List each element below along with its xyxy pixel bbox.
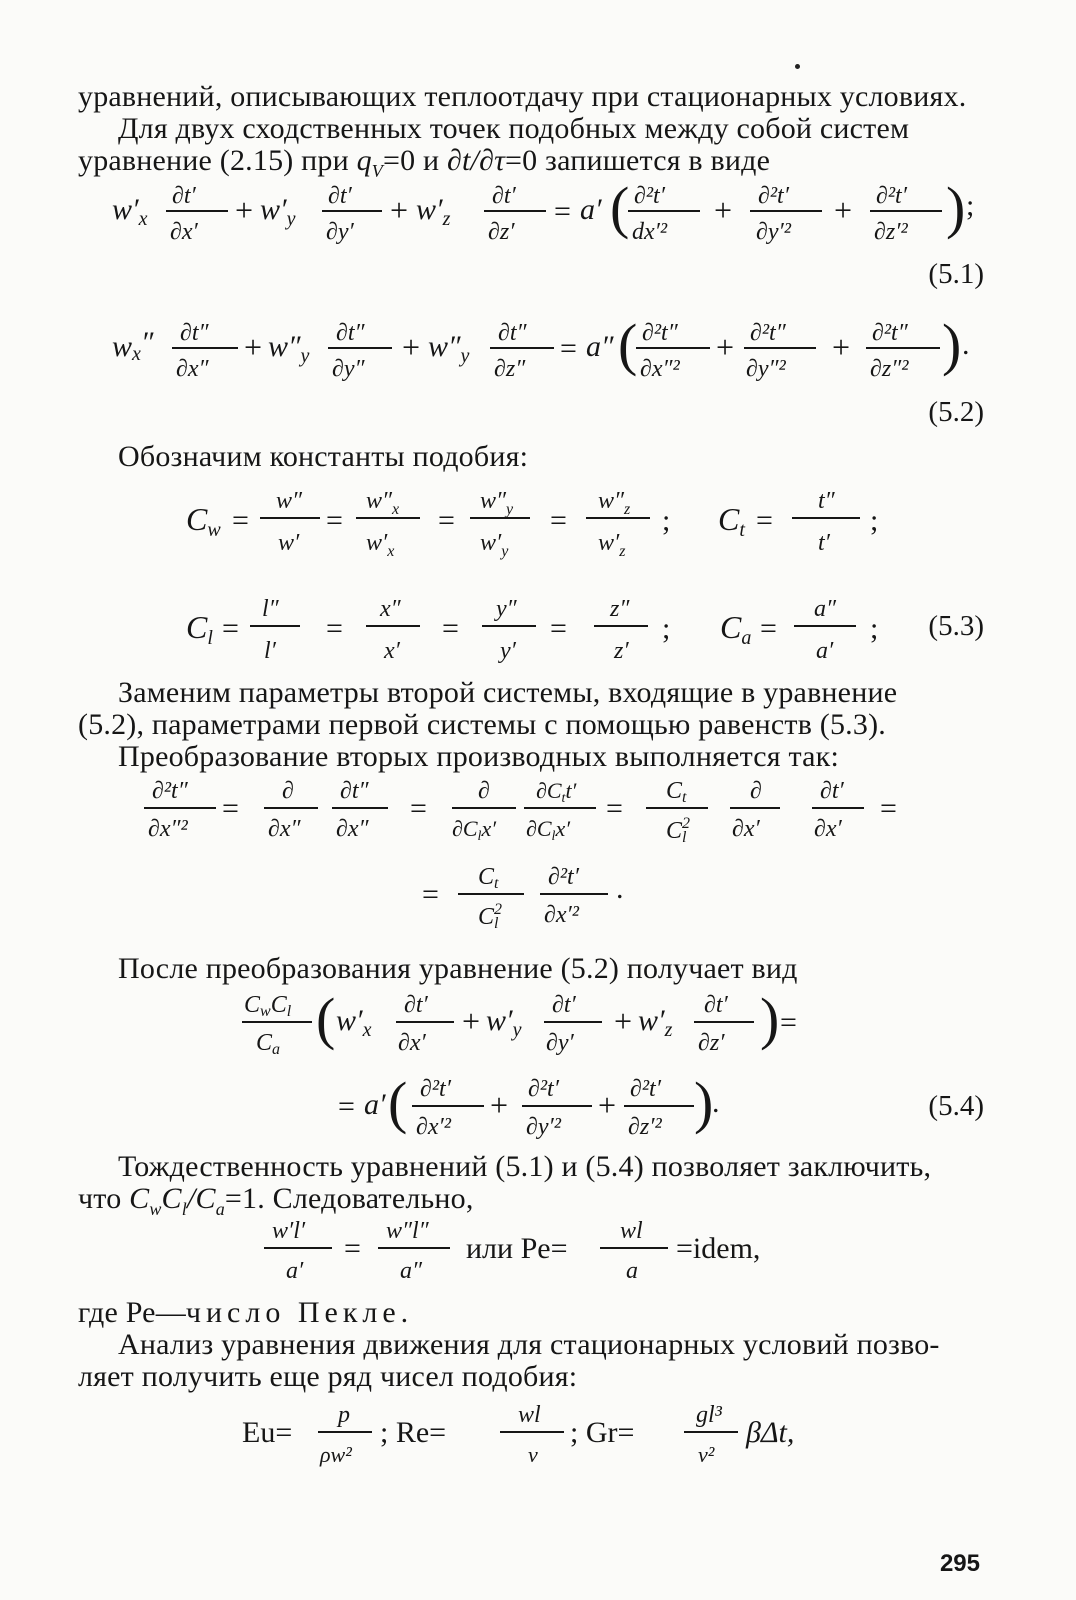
svg-text:a: a	[626, 1258, 638, 1284]
svg-text:+: +	[390, 192, 409, 228]
svg-text:+: +	[832, 329, 851, 365]
svg-text:=: =	[560, 332, 577, 365]
paragraph-line	[78, 1296, 998, 1330]
svg-text:∂t′: ∂t′	[328, 183, 352, 209]
svg-text:∂x″: ∂x″	[176, 356, 209, 382]
svg-text:C2l: $C^2$ l	[666, 815, 691, 846]
svg-text:∂z′²: ∂z′²	[628, 1114, 662, 1140]
svg-text:y′: y′	[500, 638, 516, 664]
svg-text:; Re=: ; Re=	[380, 1416, 447, 1449]
svg-text:.: .	[616, 872, 624, 905]
svg-text:=: =	[326, 612, 343, 645]
svg-text:a′: a′	[364, 1088, 386, 1121]
svg-text:y″: y″	[496, 596, 517, 622]
svg-text:ν: ν	[528, 1442, 538, 1467]
svg-text:wl: wl	[620, 1218, 643, 1244]
svg-text:∂²t′: ∂²t′	[876, 183, 907, 209]
svg-text:или Pe=: или Pe=	[466, 1232, 568, 1265]
equation-number: (5.4)	[928, 1090, 984, 1122]
svg-text:∂²t′: ∂²t′	[548, 864, 579, 890]
svg-text:∂z′: ∂z′	[698, 1030, 725, 1056]
paragraph-line: ляет получить еще ряд чисел подобия:	[78, 1360, 578, 1393]
svg-text:∂x′²: ∂x′²	[544, 902, 579, 928]
svg-text:): )	[942, 312, 962, 377]
svg-text:Ct: Ct	[718, 501, 745, 541]
transformation-equation-2	[420, 858, 640, 938]
svg-text:∂t″: ∂t″	[336, 320, 365, 346]
svg-text:(: (	[618, 312, 638, 377]
svg-text:+: +	[834, 192, 853, 228]
svg-text:∂²t″: ∂²t″	[642, 320, 678, 346]
svg-text:∂t″: ∂t″	[498, 320, 527, 346]
svg-text:;: ;	[662, 504, 671, 537]
svg-text:gl³: gl³	[696, 1402, 722, 1428]
svg-text:a′: a′	[816, 638, 834, 664]
svg-text:=: =	[222, 792, 239, 825]
svg-text:): )	[946, 175, 966, 240]
svg-text:w′z: $w'_z$	[638, 1004, 673, 1041]
svg-text:∂: ∂	[478, 778, 490, 804]
svg-text:∂x″: ∂x″	[336, 816, 369, 842]
equation-number: (5.1)	[928, 258, 984, 290]
svg-text:∂z′: ∂z′	[488, 219, 515, 245]
peclet-definition: где Ре—число Пекле.	[78, 1296, 414, 1329]
svg-text:=: =	[422, 878, 439, 911]
svg-text:=: =	[606, 792, 623, 825]
svg-text:w″x: $w''_x$	[366, 488, 400, 518]
svg-text:=: =	[550, 612, 567, 645]
svg-text:∂²t′: ∂²t′	[758, 183, 789, 209]
svg-text:+: +	[402, 329, 421, 365]
svg-text:∂x″²: ∂x″²	[640, 356, 680, 382]
svg-text:w′x: $w'_x$	[336, 1004, 372, 1041]
svg-text:∂²t″: ∂²t″	[750, 320, 786, 346]
svg-text:l″: l″	[262, 596, 279, 622]
paragraph-line: Для двух сходственных точек подобных между собой систем	[118, 112, 910, 145]
svg-text:=: =	[880, 792, 897, 825]
svg-text:l′: l′	[264, 638, 276, 664]
svg-text:w′z: $w'_z$	[598, 530, 626, 560]
svg-text:w″: w″	[276, 488, 303, 514]
equation-number: (5.3)	[928, 610, 984, 642]
svg-text:w′y: $w'_y$	[486, 1004, 522, 1041]
svg-text:Ct: Ct	[478, 864, 499, 892]
svg-text:CwCl: CwCl	[244, 992, 292, 1020]
svg-text:=: =	[554, 195, 571, 228]
equation-5-4-b	[336, 1070, 736, 1150]
svg-text:+: +	[244, 329, 263, 365]
svg-text:t″: t″	[818, 488, 835, 514]
svg-text:=: =	[442, 612, 459, 645]
svg-text:dx′²: dx′²	[632, 219, 668, 245]
equation-5-3-b	[180, 592, 900, 672]
equation-similarity-numbers	[240, 1396, 820, 1476]
transformation-equation-1	[140, 772, 920, 852]
svg-text:∂x′: ∂x′	[732, 816, 760, 842]
svg-text:∂t′: ∂t′	[172, 183, 196, 209]
svg-text:w′l′: w′l′	[272, 1218, 306, 1244]
svg-text:∂t′: ∂t′	[820, 778, 844, 804]
svg-text:=: =	[760, 612, 777, 645]
svg-text:=: =	[780, 1006, 797, 1039]
svg-text:;: ;	[966, 189, 975, 222]
svg-text:∂t″: ∂t″	[340, 778, 369, 804]
svg-text:w″l″: w″l″	[386, 1218, 429, 1244]
svg-text:∂²t″: ∂²t″	[872, 320, 908, 346]
svg-text:∂²t′: ∂²t′	[630, 1076, 661, 1102]
svg-text:∂y″: ∂y″	[332, 356, 365, 382]
svg-text:w′y: $w'_y$	[260, 193, 296, 230]
svg-text:x″: x″	[380, 596, 401, 622]
svg-text:;: ;	[870, 504, 879, 537]
svg-text:∂y″²: ∂y″²	[746, 356, 786, 382]
svg-text:.: .	[962, 328, 970, 361]
svg-text:a′: a′	[580, 193, 602, 226]
svg-text:=: =	[326, 504, 343, 537]
svg-text:w″y: $w''_y$	[428, 330, 470, 367]
paragraph-line: Преобразование вторых производных выполняется так:	[118, 740, 839, 773]
equation-5-3-a	[180, 478, 900, 568]
svg-text:Cl: Cl	[186, 609, 213, 649]
svg-text:w″y: $w''_y$	[268, 330, 310, 367]
svg-text:(: (	[316, 986, 336, 1051]
svg-text:∂t′: ∂t′	[404, 992, 428, 1018]
svg-text:): )	[694, 1070, 714, 1135]
paragraph-line: уравнение (2.15) при $q_V=0$ и ∂t/∂τ=0 запишется в виде	[78, 144, 771, 181]
svg-text:a″: a″	[814, 596, 836, 622]
svg-text:∂x′: ∂x′	[814, 816, 842, 842]
svg-text:x′: x′	[384, 638, 400, 664]
svg-text:=: =	[756, 504, 773, 537]
svg-text:+: +	[716, 329, 735, 365]
svg-text:w′z: $w'_z$	[416, 193, 451, 230]
svg-text:;: ;	[870, 612, 879, 645]
svg-text:a″: a″	[586, 330, 614, 363]
svg-text:∂t′: ∂t′	[492, 183, 516, 209]
equation-peclet	[260, 1212, 820, 1292]
svg-text:∂x′: ∂x′	[398, 1030, 426, 1056]
svg-text:w′: w′	[278, 530, 300, 556]
svg-text:w″z: $w''_z$	[598, 488, 631, 518]
svg-text:∂z″²: ∂z″²	[870, 356, 909, 382]
svg-text:C2l: $C^2$ l	[478, 901, 503, 932]
svg-text:=: =	[222, 612, 239, 645]
paragraph-line: Тождественность уравнений (5.1) и (5.4) позволяет заключить,	[118, 1150, 932, 1183]
svg-text:p: p	[338, 1402, 350, 1428]
svg-text:Cw: Cw	[186, 501, 221, 541]
svg-text:(: (	[388, 1070, 408, 1135]
svg-text:w′x: $w'_x$	[366, 530, 395, 560]
svg-text:∂²t′: ∂²t′	[420, 1076, 451, 1102]
svg-text:ν²: ν²	[698, 1442, 715, 1467]
svg-text:∂: ∂	[282, 778, 294, 804]
svg-text:=: =	[550, 504, 567, 537]
svg-text:∂x″: ∂x″	[268, 816, 301, 842]
svg-text:∂t′: ∂t′	[552, 992, 576, 1018]
svg-text:): )	[760, 986, 780, 1051]
svg-text:∂Ctt′: ∂Ctt′	[536, 778, 577, 806]
svg-text:∂Clx′: ∂Clx′	[452, 816, 497, 844]
svg-text:∂Clx′: ∂Clx′	[526, 816, 571, 844]
svg-text:wl: wl	[518, 1402, 541, 1428]
svg-text:∂y′²: ∂y′²	[526, 1114, 561, 1140]
paragraph-line: Обозначим константы подобия:	[118, 440, 529, 473]
svg-text:=: =	[344, 1232, 361, 1265]
paragraph-line: что $C_wC_l/C_a=1$. Следовательно,	[78, 1182, 474, 1219]
svg-text:∂: ∂	[750, 778, 762, 804]
svg-text:∂y′: ∂y′	[326, 219, 354, 245]
svg-text:(: (	[610, 175, 630, 240]
svg-text:;: ;	[662, 612, 671, 645]
svg-text:+: +	[598, 1087, 617, 1123]
svg-text:+: +	[462, 1003, 481, 1039]
speck	[795, 64, 800, 69]
svg-text:∂z′²: ∂z′²	[874, 219, 908, 245]
svg-text:z′: z′	[614, 638, 629, 664]
svg-text:+: +	[490, 1087, 509, 1123]
svg-text:w″y: $w''_y$	[480, 488, 514, 518]
svg-text:z″: z″	[610, 596, 630, 622]
svg-text:Eu=: Eu=	[242, 1416, 293, 1449]
svg-text:∂y′: ∂y′	[546, 1030, 574, 1056]
svg-text:∂²t″: ∂²t″	[152, 778, 188, 804]
svg-text:+: +	[614, 1003, 633, 1039]
svg-text:=: =	[410, 792, 427, 825]
svg-text:=: =	[438, 504, 455, 537]
svg-text:∂x′²: ∂x′²	[416, 1114, 451, 1140]
equation-5-4-a	[240, 986, 840, 1066]
svg-text:; Gr=: ; Gr=	[570, 1416, 635, 1449]
svg-text:a″: a″	[400, 1258, 422, 1284]
equation-5-2	[110, 312, 990, 392]
paragraph-line: уравнений, описывающих теплоотдачу при стационарных условиях.	[78, 80, 967, 113]
equation-5-1	[110, 175, 990, 255]
svg-text:.: .	[712, 1086, 720, 1119]
svg-text:∂x″²: ∂x″²	[148, 816, 188, 842]
svg-text:a′: a′	[286, 1258, 304, 1284]
svg-text:w′y: $w'_y$	[480, 530, 509, 560]
svg-text:Ct: Ct	[666, 778, 687, 806]
svg-text:wx″: wx″	[112, 326, 154, 365]
svg-text:t′: t′	[818, 530, 830, 556]
svg-text:=idem,: =idem,	[676, 1232, 761, 1265]
svg-text:∂y′²: ∂y′²	[756, 219, 791, 245]
svg-text:Ca: Ca	[256, 1030, 281, 1058]
paragraph-line: После преобразования уравнение (5.2) получает вид	[118, 952, 798, 985]
paragraph-line: Заменим параметры второй системы, входящие в уравнение	[118, 676, 898, 709]
svg-text:∂t′: ∂t′	[704, 992, 728, 1018]
svg-text:Ca: Ca	[720, 609, 752, 649]
svg-text:∂x′: ∂x′	[170, 219, 198, 245]
svg-text:∂t″: ∂t″	[180, 320, 209, 346]
page-number: 295	[939, 1550, 980, 1577]
svg-text:+: +	[714, 192, 733, 228]
paragraph-line: (5.2), параметрами первой системы с помощью равенств (5.3).	[78, 708, 886, 741]
svg-text:w′x: $w'_x$	[112, 193, 148, 230]
svg-text:+: +	[235, 192, 254, 228]
svg-text:∂²t′: ∂²t′	[528, 1076, 559, 1102]
svg-text:ρw²: ρw²	[320, 1442, 352, 1467]
paragraph-line: Анализ уравнения движения для стационарных условий позво-	[118, 1328, 940, 1361]
svg-text:=: =	[232, 504, 249, 537]
svg-text:=: =	[338, 1090, 355, 1123]
equation-number: (5.2)	[928, 396, 984, 428]
svg-text:∂z″: ∂z″	[494, 356, 526, 382]
svg-text:∂²t′: ∂²t′	[634, 183, 665, 209]
svg-text:βΔt,: βΔt,	[746, 1416, 795, 1449]
